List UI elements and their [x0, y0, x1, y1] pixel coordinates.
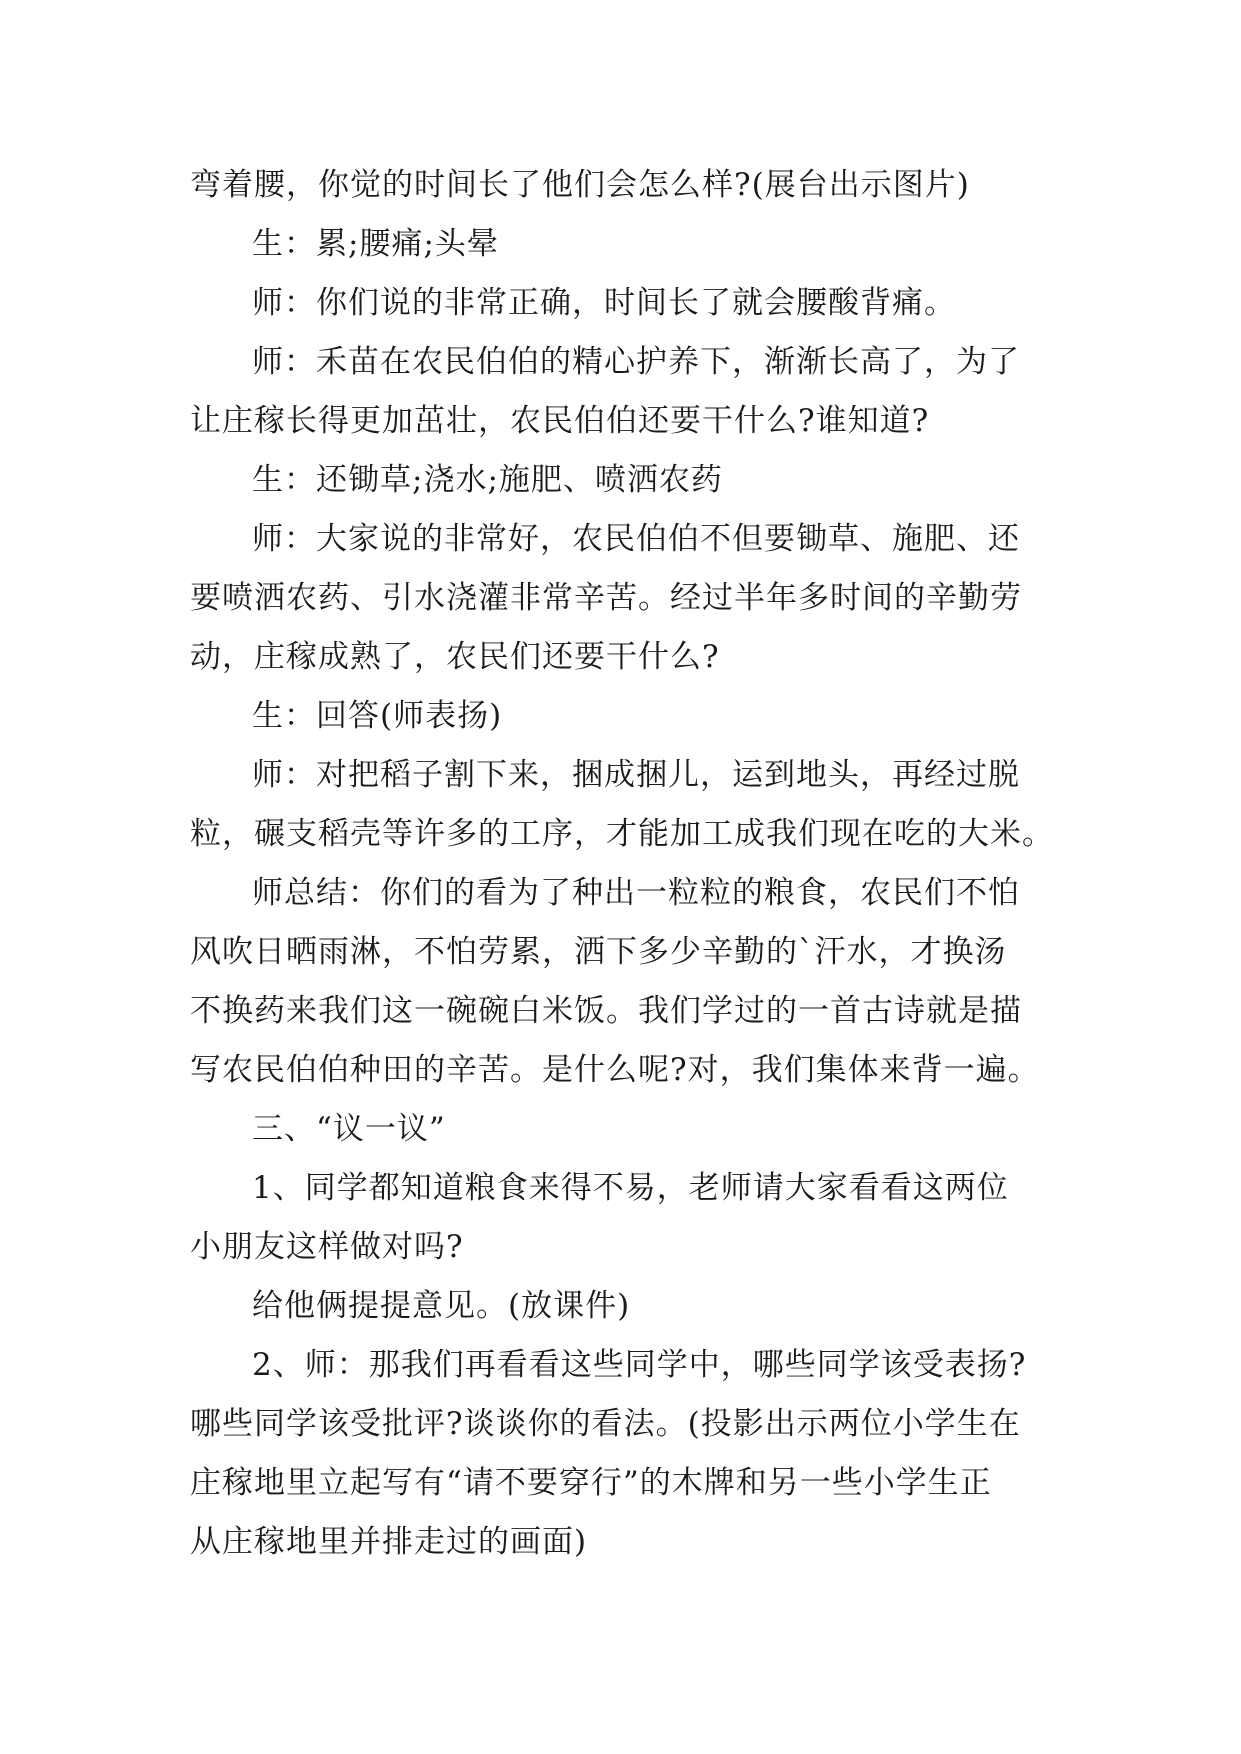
paragraph-line: 庄稼地里立起写有“请不要穿行”的木牌和另一些小学生正 — [190, 1465, 992, 1501]
paragraph-line: 粒，碾支稻壳等许多的工序，才能加工成我们现在吃的大米。 — [190, 816, 1054, 852]
paragraph-line: 师：大家说的非常好，农民伯伯不但要锄草、施肥、还 — [252, 521, 1020, 557]
paragraph-line: 从庄稼地里并排走过的画面) — [190, 1524, 588, 1560]
paragraph-line: 1、同学都知道粮食来得不易，老师请大家看看这两位 — [252, 1170, 1009, 1206]
paragraph-line: 生：累;腰痛;头晕 — [252, 226, 499, 262]
paragraph-line: 生：回答(师表扬) — [252, 698, 503, 734]
paragraph-line: 师：禾苗在农民伯伯的精心护养下，渐渐长高了，为了 — [252, 344, 1020, 380]
paragraph-line: 哪些同学该受批评?谈谈你的看法。(投影出示两位小学生在 — [190, 1406, 1021, 1442]
paragraph-line: 师总结：你们的看为了种出一粒粒的粮食，农民们不怕 — [252, 875, 1020, 911]
paragraph-line: 风吹日晒雨淋，不怕劳累，洒下多少辛勤的`汗水，才换汤 — [190, 934, 1007, 970]
paragraph-line: 要喷洒农药、引水浇灌非常辛苦。经过半年多时间的辛勤劳 — [190, 580, 1022, 616]
paragraph-line: 生：还锄草;浇水;施肥、喷洒农药 — [252, 462, 723, 498]
paragraph-line: 小朋友这样做对吗? — [190, 1229, 464, 1265]
document-body — [190, 156, 1090, 1572]
paragraph-line: 师：对把稻子割下来，捆成捆儿，运到地头，再经过脱 — [252, 757, 1020, 793]
paragraph-line: 让庄稼长得更加茁壮，农民伯伯还要干什么?谁知道? — [190, 403, 930, 439]
paragraph-line: 三、“议一议” — [252, 1111, 446, 1147]
paragraph-line: 写农民伯伯种田的辛苦。是什么呢?对，我们集体来背一遍。 — [190, 1052, 1040, 1088]
paragraph-line: 师：你们说的非常正确，时间长了就会腰酸背痛。 — [252, 285, 956, 321]
paragraph-line: 不换药来我们这一碗碗白米饭。我们学过的一首古诗就是描 — [190, 993, 1022, 1029]
paragraph-line: 动，庄稼成熟了，农民们还要干什么? — [190, 639, 720, 675]
paragraph-line: 2、师：那我们再看看这些同学中，哪些同学该受表扬? — [252, 1347, 1027, 1383]
paragraph-line: 给他俩提提意见。(放课件) — [252, 1288, 631, 1324]
paragraph-line: 弯着腰，你觉的时间长了他们会怎么样?(展台出示图片) — [190, 167, 970, 203]
